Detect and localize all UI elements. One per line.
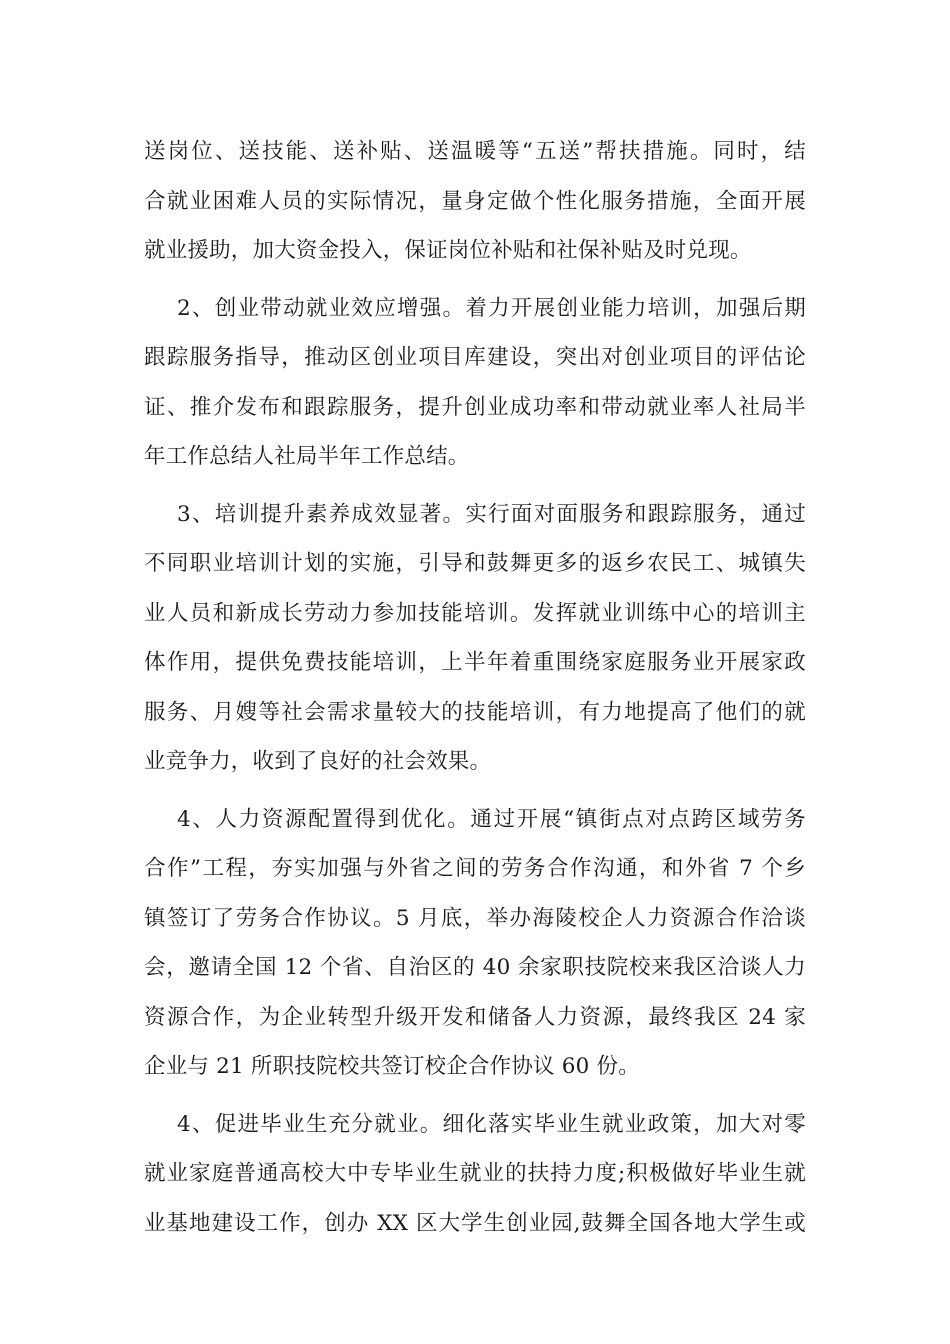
text-line: 证、推介发布和跟踪服务，提升创业成功率和带动就业率人社局半 [144, 394, 806, 420]
text-line: 合作”工程，夯实加强与外省之间的劳务合作沟通，和外省 7 个乡 [144, 856, 806, 881]
paragraph-entrepreneurship [144, 284, 806, 482]
text-line: 业竞争力，收到了良好的社会效果。 [144, 749, 492, 774]
text-line: 4、促进毕业生充分就业。细化落实毕业生就业政策，加大对零 [177, 1111, 806, 1137]
paragraph-job-assistance [144, 127, 806, 276]
document-body [144, 127, 806, 1248]
paragraph-training [144, 490, 806, 787]
text-line: 合就业困难人员的实际情况，量身定做个性化服务措施，全面开展 [144, 188, 806, 214]
text-line: 跟踪服务指导，推动区创业项目库建设，突出对创业项目的评估论 [144, 345, 806, 370]
text-line: 会，邀请全国 12 个省、自治区的 40 余家职技院校来我区洽谈人力 [144, 955, 806, 980]
text-line: 业基地建设工作，创办 XX 区大学生创业园,鼓舞全国各地大学生或 [144, 1210, 806, 1236]
paragraph-gap [144, 1092, 806, 1100]
text-line: 资源合作，为企业转型升级开发和储备人力资源，最终我区 24 家 [144, 1004, 806, 1030]
text-line: 体作用，提供免费技能培训，上半年着重围绕家庭服务业开展家政 [144, 650, 806, 675]
text-line: 2、创业带动就业效应增强。着力开展创业能力培训，加强后期 [177, 295, 806, 321]
text-line: 3、培训提升素养成效显著。实行面对面服务和跟踪服务，通过 [177, 501, 806, 527]
paragraph-gap [144, 482, 806, 490]
text-line: 就业家庭普通高校大中专毕业生就业的扶持力度;积极做好毕业生就 [144, 1161, 806, 1186]
text-line: 就业援助，加大资金投入，保证岗位补贴和社保补贴及时兑现。 [144, 238, 752, 263]
text-line: 镇签订了劳务合作协议。5 月底，举办海陵校企人力资源合作洽谈 [144, 905, 806, 931]
text-line: 年工作总结人社局半年工作总结。 [144, 444, 470, 469]
paragraph-gap [144, 787, 806, 795]
text-line: 送岗位、送技能、送补贴、送温暖等“五送”帮扶措施。同时，结 [144, 139, 806, 164]
text-line: 服务、月嫂等社会需求量较大的技能培训，有力地提高了他们的就 [144, 699, 806, 725]
text-line: 企业与 21 所职技院校共签订校企合作协议 60 份。 [144, 1054, 640, 1079]
paragraph-gap [144, 276, 806, 284]
paragraph-hr-allocation [144, 795, 806, 1092]
text-line: 不同职业培训计划的实施，引导和鼓舞更多的返乡农民工、城镇失 [144, 551, 806, 576]
text-line: 4、人力资源配置得到优化。通过开展“镇街点对点跨区域劳务 [177, 806, 806, 832]
paragraph-graduate-employment [144, 1100, 806, 1249]
text-line: 业人员和新成长劳动力参加技能培训。发挥就业训练中心的培训主 [144, 600, 806, 626]
